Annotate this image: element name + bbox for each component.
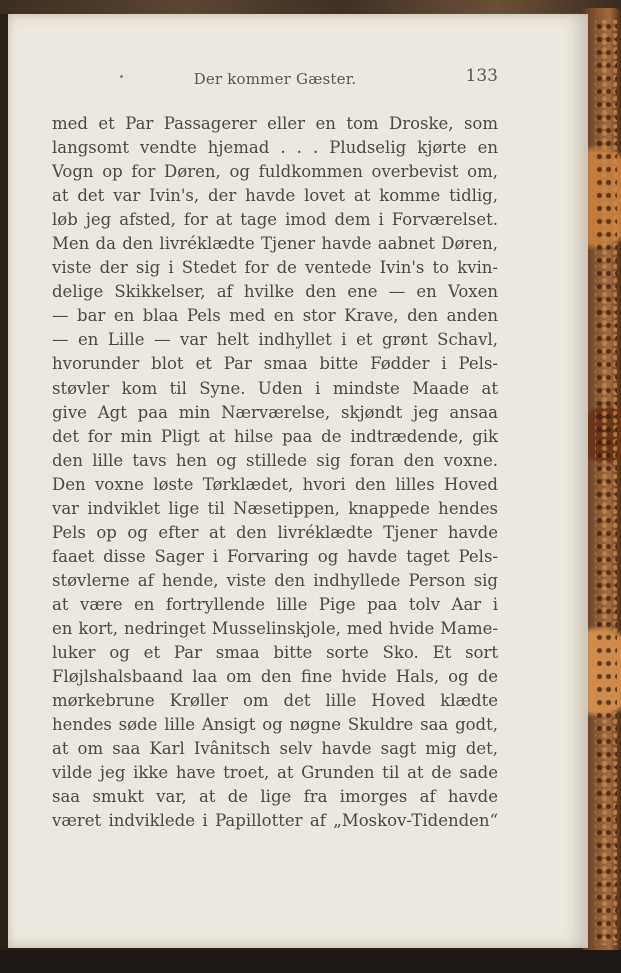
text-line: Pels op og efter at den livréklædte Tjener havde [52,522,498,542]
page-number: 133 [465,66,498,86]
text-line: støvler kom til Syne. Uden i mindste Maade at [52,378,498,398]
text-line: den lille tavs hen og stillede sig foran den voxne. [52,450,498,470]
text-line: saa smukt var, at de lige fra imorges af havde [52,787,498,807]
book-top-edge [0,0,621,14]
text-line: Fløjlshalsbaand laa om den fine hvide Hals, og de [52,667,498,687]
text-line: løb jeg afsted, for at tage imod dem i Forværelset. [52,210,498,230]
running-head [52,64,498,90]
marbled-cover-texture [595,20,617,945]
text-line: en kort, nedringet Musselinskjole, med hvide Mame- [52,618,498,638]
text-line: støvlerne af hende, viste den indhyllede Person sig [52,570,498,590]
text-line: hvorunder blot et Par smaa bitte Fødder i Pels- [52,354,498,374]
text-line: — bar en blaa Pels med en stor Krave, den anden [52,306,498,326]
body-text [52,112,498,833]
text-line: luker og et Par smaa bitte sorte Sko. Et sort [52,643,498,663]
text-line: det for min Pligt at hilse paa de indtrædende, gik [52,426,498,446]
text-line: — en Lille — var helt indhyllet i et grønt Schavl, [52,330,498,350]
text-line: mørkebrune Krøller om det lille Hoved klædte [52,691,498,711]
text-line: med et Par Passagerer eller en tom Droske, som [52,114,498,133]
book-bottom-edge [0,950,621,973]
text-line: at være en fortryllende lille Pige paa tolv Aar i [52,594,498,614]
text-line: delige Skikkelser, af hvilke den ene — en Voxen [52,282,498,302]
text-line: hendes søde lille Ansigt og nøgne Skuldre saa godt, [52,715,498,735]
text-line: været indviklede i Papillotter af „Moskov-Tidenden“ [52,811,498,831]
running-title: Der kommer Gæster. [193,70,357,88]
text-line: Men da den livréklædte Tjener havde aabnet Døren, [52,234,498,254]
text-line: var indviklet lige til Næsetippen, knappede hendes [52,498,498,518]
text-line: Den voxne løste Tørklædet, hvori den lilles Hoved [52,474,498,494]
text-line: vilde jeg ikke have troet, at Grunden til at de sade [52,763,498,783]
text-line: at om saa Karl Ivânitsch selv havde sagt mig det, [52,739,498,759]
text-line: viste der sig i Stedet for de ventede Ivin's to kvin- [52,258,498,278]
text-line: langsomt vendte hjemad . . . Pludselig kjørte en [52,138,498,158]
text-line: Vogn op for Døren, og fuldkommen overbevist om, [52,162,498,182]
text-line: at det var Ivin's, der havde lovet at komme tidlig, [52,186,498,206]
text-line: give Agt paa min Nærværelse, skjøndt jeg ansaa [52,402,498,422]
text-line: faaet disse Sager i Forvaring og havde taget Pels- [52,546,498,566]
